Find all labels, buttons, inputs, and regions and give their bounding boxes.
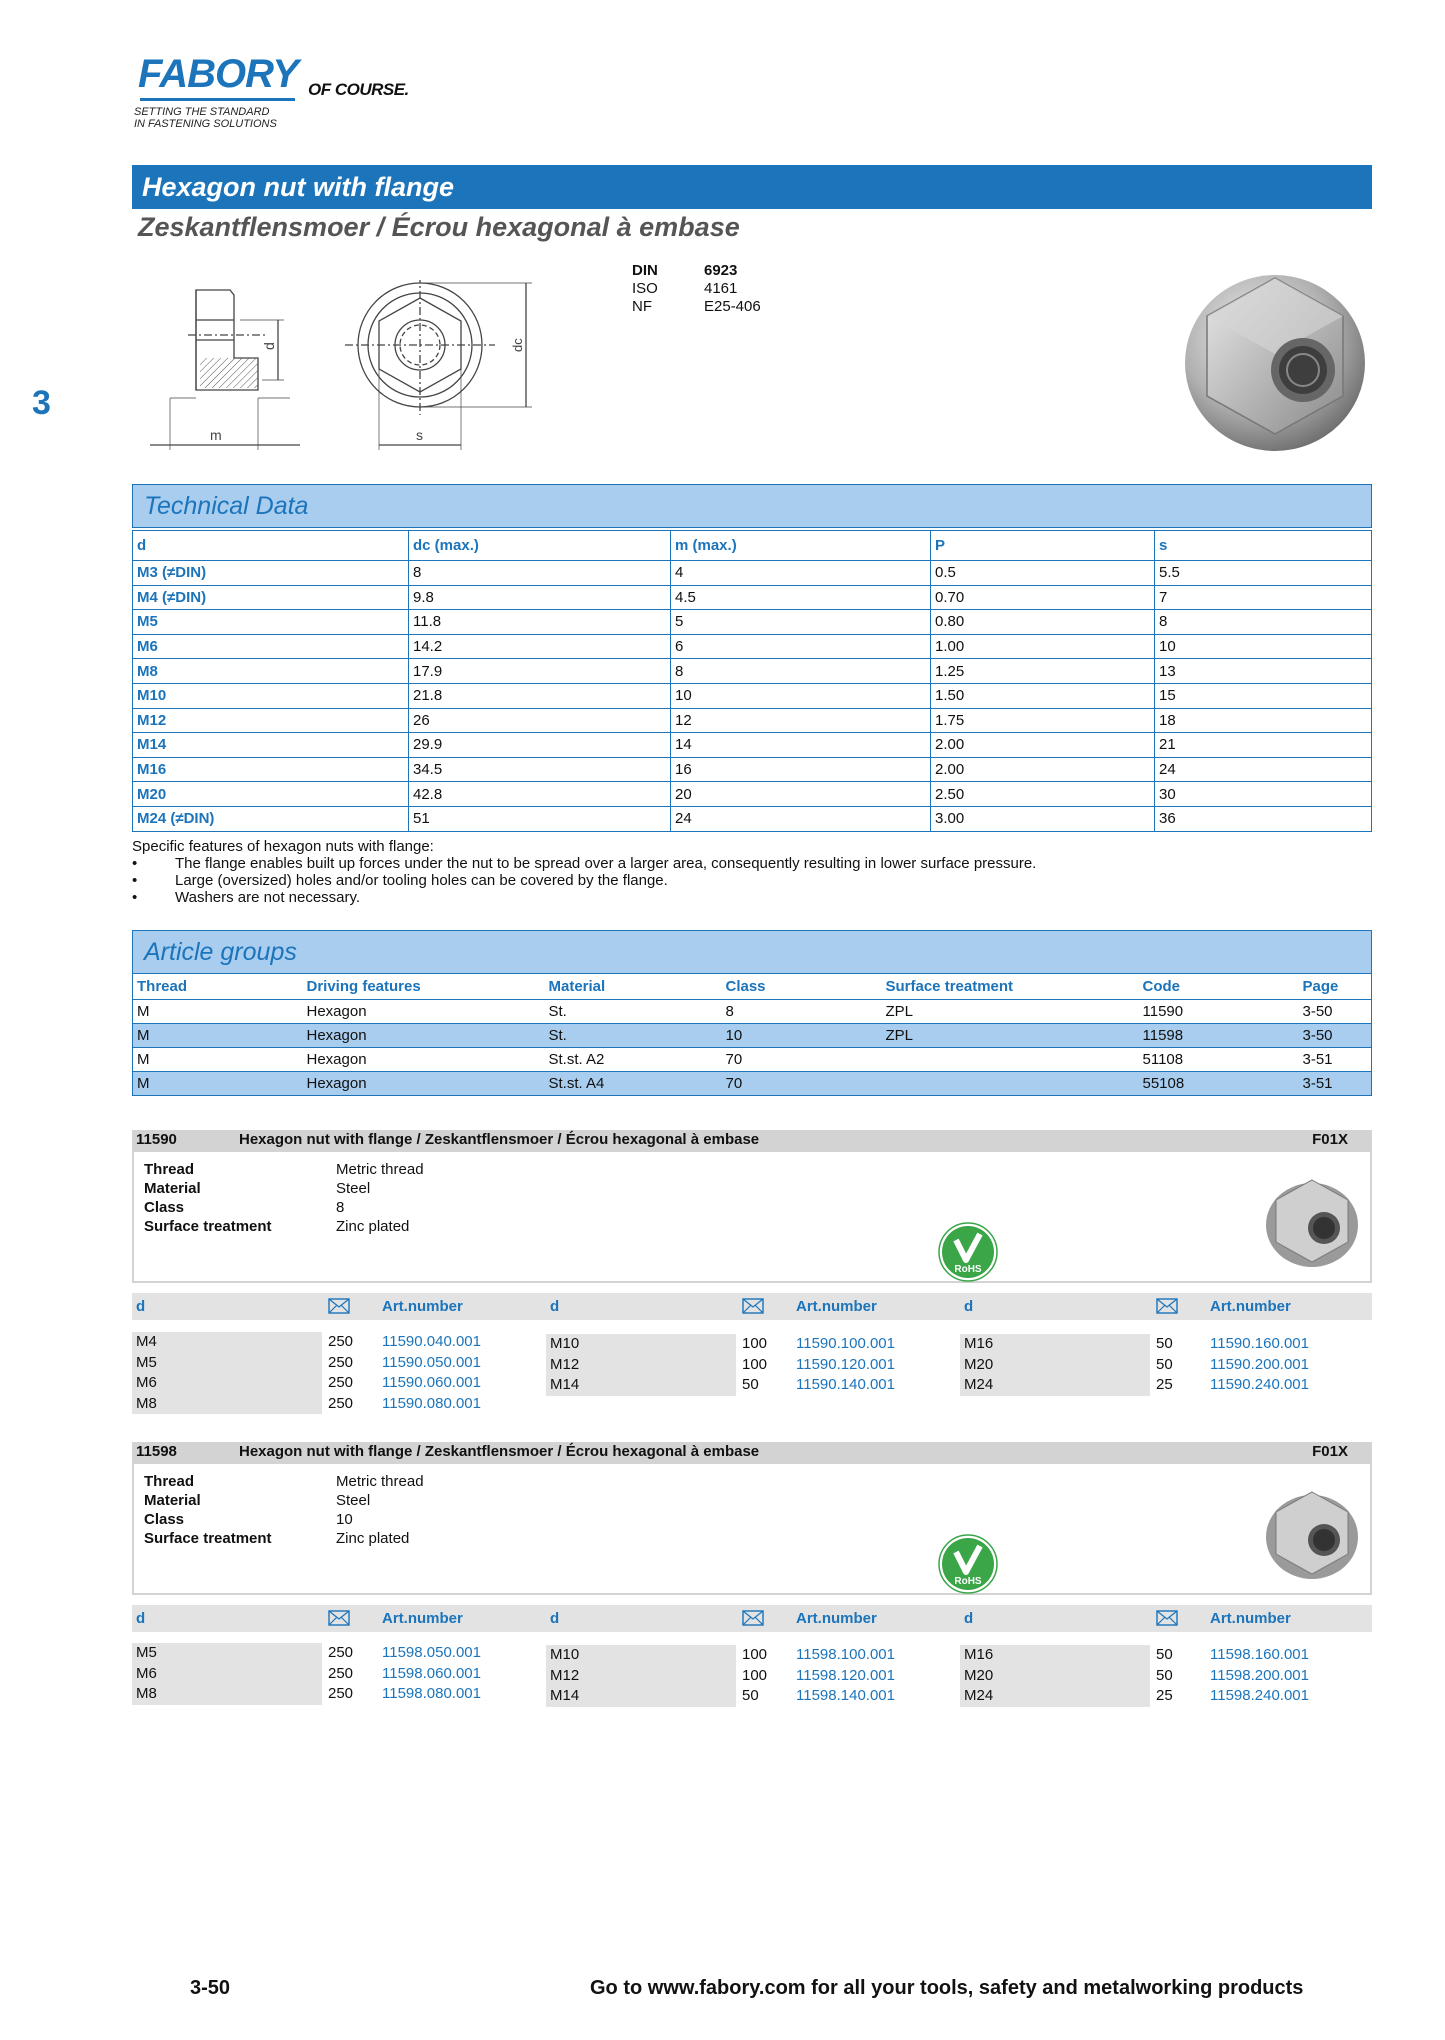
package-qty: 250 xyxy=(328,1664,354,1682)
col-header: dc (max.) xyxy=(409,531,671,561)
rohs-label: RoHS xyxy=(954,1264,982,1275)
col-header: Driving features xyxy=(303,973,545,1000)
col-header-art: Art.number xyxy=(796,1610,877,1627)
dim-d-label: d xyxy=(261,342,277,350)
table-cell: 11.8 xyxy=(409,610,671,635)
article-groups-header: Article groups xyxy=(132,930,1372,974)
table-cell: 2.00 xyxy=(931,733,1155,758)
table-cell: 3-51 xyxy=(1299,1072,1372,1096)
property-key: Class xyxy=(144,1199,185,1216)
size-cell: M20 xyxy=(960,1666,1150,1687)
table-row xyxy=(133,659,1372,684)
property-value: Zinc plated xyxy=(336,1530,410,1547)
table-row xyxy=(133,561,1372,586)
table-cell: 34.5 xyxy=(409,757,671,782)
table-header-row xyxy=(133,973,1372,1000)
article-description: Hexagon nut with flange / Zeskantflensmoer / Écrou hexagonal à embase xyxy=(239,1443,760,1460)
table-cell: 10 xyxy=(671,683,931,708)
product-thumbnail xyxy=(1262,1170,1362,1270)
table-cell: 10 xyxy=(722,1024,882,1048)
standard-nf xyxy=(632,298,784,316)
table-cell: M16 xyxy=(133,757,409,782)
technical-drawing xyxy=(150,280,550,455)
table-cell: 24 xyxy=(1155,757,1372,782)
rohs-badge-icon xyxy=(938,1222,998,1282)
article-family: F01X xyxy=(1312,1131,1348,1148)
table-cell: M xyxy=(133,1048,303,1072)
table-cell: 10 xyxy=(1155,634,1372,659)
article-number-link[interactable]: 11598.120.001 xyxy=(796,1666,895,1684)
table-cell: M6 xyxy=(133,634,409,659)
table-cell: 4.5 xyxy=(671,585,931,610)
table-cell: ZPL xyxy=(882,1000,1139,1024)
size-cell: M8 xyxy=(132,1684,322,1705)
standard-value: 4161 xyxy=(704,280,738,297)
article-number-link[interactable]: 11598.240.001 xyxy=(1210,1687,1309,1705)
property-key: Surface treatment xyxy=(144,1530,272,1547)
article-number-link[interactable]: 11598.160.001 xyxy=(1210,1646,1309,1663)
col-header-d: d xyxy=(964,1610,974,1627)
size-cell: M16 xyxy=(960,1645,1150,1666)
table-cell: 2.50 xyxy=(931,782,1155,807)
list-item: • Washers are not necessary. xyxy=(132,889,1372,906)
rohs-label: RoHS xyxy=(954,1576,982,1587)
page-subtitle: Zeskantflensmoer / Écrou hexagonal à embase xyxy=(138,212,740,242)
property-value: 8 xyxy=(336,1199,345,1216)
table-cell: Hexagon xyxy=(303,1024,545,1048)
article-properties xyxy=(144,1472,424,1548)
property-key: Material xyxy=(144,1180,201,1197)
col-header: P xyxy=(931,531,1155,561)
size-cell: M14 xyxy=(546,1375,736,1396)
table-cell: 0.70 xyxy=(931,585,1155,610)
package-qty: 100 xyxy=(742,1646,768,1663)
article-list-header-11598 xyxy=(132,1605,1372,1632)
size-cell: M20 xyxy=(960,1355,1150,1376)
table-row[interactable] xyxy=(133,1000,1372,1024)
table-row[interactable] xyxy=(133,1048,1372,1072)
property-key: Thread xyxy=(144,1473,195,1490)
standard-key: NF xyxy=(632,298,652,315)
table-row xyxy=(133,782,1372,807)
dim-dc-label: dc xyxy=(510,338,525,352)
table-cell: M5 xyxy=(133,610,409,635)
standard-iso xyxy=(632,280,784,298)
table-cell: 26 xyxy=(409,708,671,733)
table-row xyxy=(133,585,1372,610)
table-cell: 5.5 xyxy=(1155,561,1372,586)
table-row xyxy=(133,806,1372,831)
size-cell: M5 xyxy=(132,1353,322,1374)
table-cell: M10 xyxy=(133,683,409,708)
col-header: Surface treatment xyxy=(882,973,1139,1000)
property-row xyxy=(144,1529,424,1548)
article-number-link[interactable]: 11598.140.001 xyxy=(796,1687,895,1705)
table-cell: M xyxy=(133,1072,303,1096)
package-qty: 25 xyxy=(1156,1687,1173,1705)
article-header-11598 xyxy=(132,1442,1372,1462)
tagline-line-2: IN FASTENING SOLUTIONS xyxy=(134,118,277,130)
article-number-link[interactable]: 11590.160.001 xyxy=(1210,1335,1309,1352)
table-cell: 9.8 xyxy=(409,585,671,610)
features-intro: Specific features of hexagon nuts with flange: xyxy=(132,838,434,855)
table-cell: Hexagon xyxy=(303,1048,545,1072)
col-header-d: d xyxy=(550,1610,560,1627)
package-qty: 50 xyxy=(742,1687,759,1705)
article-number-link[interactable]: 11590.240.001 xyxy=(1210,1376,1309,1394)
article-number-link[interactable]: 11598.050.001 xyxy=(382,1644,481,1661)
table-cell: 55108 xyxy=(1139,1072,1299,1096)
table-cell: 11598 xyxy=(1139,1024,1299,1048)
page-number: 3-50 xyxy=(190,1977,231,1999)
property-key: Material xyxy=(144,1492,201,1509)
table-cell: 24 xyxy=(671,806,931,831)
article-code: 11598 xyxy=(136,1443,177,1460)
table-cell: 7 xyxy=(1155,585,1372,610)
standard-key: ISO xyxy=(632,280,658,297)
table-cell: 3-50 xyxy=(1299,1024,1372,1048)
table-cell: St. xyxy=(545,1024,722,1048)
table-row xyxy=(133,610,1372,635)
col-header: Page xyxy=(1299,973,1372,1000)
table-cell: 6 xyxy=(671,634,931,659)
table-cell: M xyxy=(133,1024,303,1048)
size-cell: M24 xyxy=(960,1686,1150,1707)
table-cell: 3-50 xyxy=(1299,1000,1372,1024)
package-icon xyxy=(1156,1298,1178,1318)
col-header: Material xyxy=(545,973,722,1000)
col-header-art: Art.number xyxy=(382,1298,463,1315)
property-row xyxy=(144,1510,424,1529)
article-body-11598 xyxy=(132,1462,1372,1595)
size-cell: M16 xyxy=(960,1334,1150,1355)
col-header-art: Art.number xyxy=(796,1298,877,1315)
chapter-marker: 3 xyxy=(32,384,51,422)
article-number-link[interactable]: 11598.200.001 xyxy=(1210,1666,1309,1684)
article-number-link[interactable]: 11590.050.001 xyxy=(382,1353,481,1371)
property-value: Zinc plated xyxy=(336,1218,410,1235)
table-row xyxy=(133,757,1372,782)
table-cell: 3.00 xyxy=(931,806,1155,831)
table-cell: 30 xyxy=(1155,782,1372,807)
col-header-d: d xyxy=(964,1298,974,1315)
article-number-link[interactable]: 11598.100.001 xyxy=(796,1646,895,1663)
package-qty: 100 xyxy=(742,1666,768,1684)
table-cell: ZPL xyxy=(882,1024,1139,1048)
property-value: Steel xyxy=(336,1492,371,1509)
table-cell: 18 xyxy=(1155,708,1372,733)
table-cell: M8 xyxy=(133,659,409,684)
table-cell: 12 xyxy=(671,708,931,733)
table-cell: 8 xyxy=(1155,610,1372,635)
rohs-badge-icon xyxy=(938,1534,998,1594)
table-cell: 70 xyxy=(722,1072,882,1096)
col-header: Thread xyxy=(133,973,303,1000)
property-value: 10 xyxy=(336,1511,353,1528)
list-item: • Large (oversized) holes and/or tooling holes can be covered by the flange. xyxy=(132,872,1372,889)
col-header: d xyxy=(133,531,409,561)
table-cell: 1.25 xyxy=(931,659,1155,684)
table-cell: 5 xyxy=(671,610,931,635)
article-number-link[interactable]: 11590.200.001 xyxy=(1210,1355,1309,1373)
features-list xyxy=(132,855,1372,906)
size-cell: M24 xyxy=(960,1375,1150,1396)
table-cell: 51 xyxy=(409,806,671,831)
table-cell: 1.00 xyxy=(931,634,1155,659)
standard-value: 6923 xyxy=(704,262,738,279)
size-cell: M10 xyxy=(546,1334,736,1355)
col-header: s xyxy=(1155,531,1372,561)
table-cell: 11590 xyxy=(1139,1000,1299,1024)
table-cell: M12 xyxy=(133,708,409,733)
table-cell: 13 xyxy=(1155,659,1372,684)
logo-tagline xyxy=(134,106,334,130)
property-value: Steel xyxy=(336,1180,371,1197)
package-qty: 100 xyxy=(742,1335,768,1352)
property-key: Class xyxy=(144,1511,185,1528)
package-icon xyxy=(1156,1610,1178,1630)
property-row xyxy=(144,1198,424,1217)
table-cell: 0.5 xyxy=(931,561,1155,586)
col-header-d: d xyxy=(136,1610,146,1627)
package-qty: 250 xyxy=(328,1353,354,1371)
table-cell: 1.75 xyxy=(931,708,1155,733)
property-row xyxy=(144,1472,424,1491)
size-cell: M4 xyxy=(132,1332,322,1353)
standard-value: E25-406 xyxy=(704,298,761,315)
table-row xyxy=(133,683,1372,708)
table-cell: Hexagon xyxy=(303,1072,545,1096)
table-cell: 1.50 xyxy=(931,683,1155,708)
table-header-row xyxy=(133,531,1372,561)
dim-m-label: m xyxy=(210,427,222,443)
article-list-header-11590 xyxy=(132,1293,1372,1320)
brand-logo: FABORY xyxy=(138,52,298,96)
standards-list xyxy=(632,262,784,316)
col-header-d: d xyxy=(550,1298,560,1315)
table-cell xyxy=(882,1072,1139,1096)
table-cell xyxy=(882,1048,1139,1072)
table-cell: M4 (≠DIN) xyxy=(133,585,409,610)
table-cell: 0.80 xyxy=(931,610,1155,635)
size-cell: M10 xyxy=(546,1645,736,1666)
table-row xyxy=(133,733,1372,758)
package-qty: 50 xyxy=(742,1376,759,1394)
table-row xyxy=(133,634,1372,659)
article-groups-table xyxy=(132,973,1372,1096)
package-qty: 50 xyxy=(1156,1666,1173,1684)
table-cell: M14 xyxy=(133,733,409,758)
package-qty: 100 xyxy=(742,1355,768,1373)
col-header: Code xyxy=(1139,973,1299,1000)
package-icon xyxy=(742,1298,764,1318)
package-icon xyxy=(328,1610,350,1630)
property-row xyxy=(144,1179,424,1198)
table-cell: St.st. A4 xyxy=(545,1072,722,1096)
article-number-link[interactable]: 11590.060.001 xyxy=(382,1374,481,1392)
property-key: Thread xyxy=(144,1161,195,1178)
col-header: m (max.) xyxy=(671,531,931,561)
table-cell: 51108 xyxy=(1139,1048,1299,1072)
property-row xyxy=(144,1217,424,1236)
article-description: Hexagon nut with flange / Zeskantflensmoer / Écrou hexagonal à embase xyxy=(239,1131,760,1148)
property-row xyxy=(144,1491,424,1510)
size-cell: M6 xyxy=(132,1664,322,1685)
package-qty: 250 xyxy=(328,1685,354,1703)
property-value: Metric thread xyxy=(336,1161,424,1178)
features-block xyxy=(132,838,1372,906)
table-cell: 8 xyxy=(722,1000,882,1024)
article-family: F01X xyxy=(1312,1443,1348,1460)
article-number-link[interactable]: 11598.080.001 xyxy=(382,1685,481,1703)
table-cell: 21 xyxy=(1155,733,1372,758)
property-row xyxy=(144,1160,424,1179)
package-icon xyxy=(328,1298,350,1318)
product-photo xyxy=(1175,258,1375,458)
article-body-11590 xyxy=(132,1150,1372,1283)
article-code: 11590 xyxy=(136,1131,177,1148)
property-key: Surface treatment xyxy=(144,1218,272,1235)
table-cell: 20 xyxy=(671,782,931,807)
standard-din xyxy=(632,262,784,280)
article-number-link[interactable]: 11598.060.001 xyxy=(382,1664,481,1682)
col-header-art: Art.number xyxy=(1210,1298,1291,1315)
footer-text: Go to www.fabory.com for all your tools, safety and metalworking products xyxy=(590,1977,1304,1999)
standard-key: DIN xyxy=(632,262,658,279)
table-row[interactable] xyxy=(133,1024,1372,1048)
table-cell: 17.9 xyxy=(409,659,671,684)
table-cell: 14.2 xyxy=(409,634,671,659)
table-cell: M3 (≠DIN) xyxy=(133,561,409,586)
size-cell: M14 xyxy=(546,1686,736,1707)
table-cell: 14 xyxy=(671,733,931,758)
package-qty: 50 xyxy=(1156,1646,1173,1663)
package-qty: 50 xyxy=(1156,1335,1173,1352)
table-cell: 8 xyxy=(409,561,671,586)
logo-suffix: OF COURSE. xyxy=(308,80,409,99)
table-row[interactable] xyxy=(133,1072,1372,1096)
table-row xyxy=(133,708,1372,733)
size-cell: M8 xyxy=(132,1394,322,1415)
table-cell: 16 xyxy=(671,757,931,782)
table-cell: 15 xyxy=(1155,683,1372,708)
article-properties xyxy=(144,1160,424,1236)
table-cell: 2.00 xyxy=(931,757,1155,782)
table-cell: St.st. A2 xyxy=(545,1048,722,1072)
page-title: Hexagon nut with flange xyxy=(132,165,1372,209)
article-number-link[interactable]: 11590.100.001 xyxy=(796,1335,895,1352)
table-cell: 70 xyxy=(722,1048,882,1072)
table-cell: 42.8 xyxy=(409,782,671,807)
table-cell: M xyxy=(133,1000,303,1024)
article-number-link[interactable]: 11590.040.001 xyxy=(382,1333,481,1350)
table-cell: 4 xyxy=(671,561,931,586)
technical-data-table xyxy=(132,530,1372,832)
table-cell: Hexagon xyxy=(303,1000,545,1024)
table-cell: 21.8 xyxy=(409,683,671,708)
article-header-11590 xyxy=(132,1130,1372,1150)
logo-rule xyxy=(140,98,295,101)
package-qty: 50 xyxy=(1156,1355,1173,1373)
package-qty: 25 xyxy=(1156,1376,1173,1394)
package-qty: 250 xyxy=(328,1644,354,1661)
col-header-art: Art.number xyxy=(1210,1610,1291,1627)
package-qty: 250 xyxy=(328,1374,354,1392)
col-header-art: Art.number xyxy=(382,1610,463,1627)
col-header-d: d xyxy=(136,1298,146,1315)
size-cell: M12 xyxy=(546,1355,736,1376)
technical-data-header: Technical Data xyxy=(132,484,1372,528)
size-cell: M12 xyxy=(546,1666,736,1687)
col-header: Class xyxy=(722,973,882,1000)
package-icon xyxy=(742,1610,764,1630)
package-qty: 250 xyxy=(328,1333,354,1350)
table-cell: 3-51 xyxy=(1299,1048,1372,1072)
table-cell: M20 xyxy=(133,782,409,807)
tagline-line-1: SETTING THE STANDARD xyxy=(134,106,270,118)
dim-s-label: s xyxy=(416,427,423,443)
table-cell: 29.9 xyxy=(409,733,671,758)
article-number-link[interactable]: 11590.080.001 xyxy=(382,1394,481,1412)
table-cell: M24 (≠DIN) xyxy=(133,806,409,831)
table-cell: St. xyxy=(545,1000,722,1024)
table-cell: 8 xyxy=(671,659,931,684)
property-value: Metric thread xyxy=(336,1473,424,1490)
size-cell: M5 xyxy=(132,1643,322,1664)
size-cell: M6 xyxy=(132,1373,322,1394)
article-number-link[interactable]: 11590.140.001 xyxy=(796,1376,895,1394)
package-qty: 250 xyxy=(328,1394,354,1412)
table-cell: 36 xyxy=(1155,806,1372,831)
article-number-link[interactable]: 11590.120.001 xyxy=(796,1355,895,1373)
list-item: • The flange enables built up forces under the nut to be spread over a larger area, consequently resulting in lower surface pressure. xyxy=(132,855,1372,872)
product-thumbnail xyxy=(1262,1482,1362,1582)
